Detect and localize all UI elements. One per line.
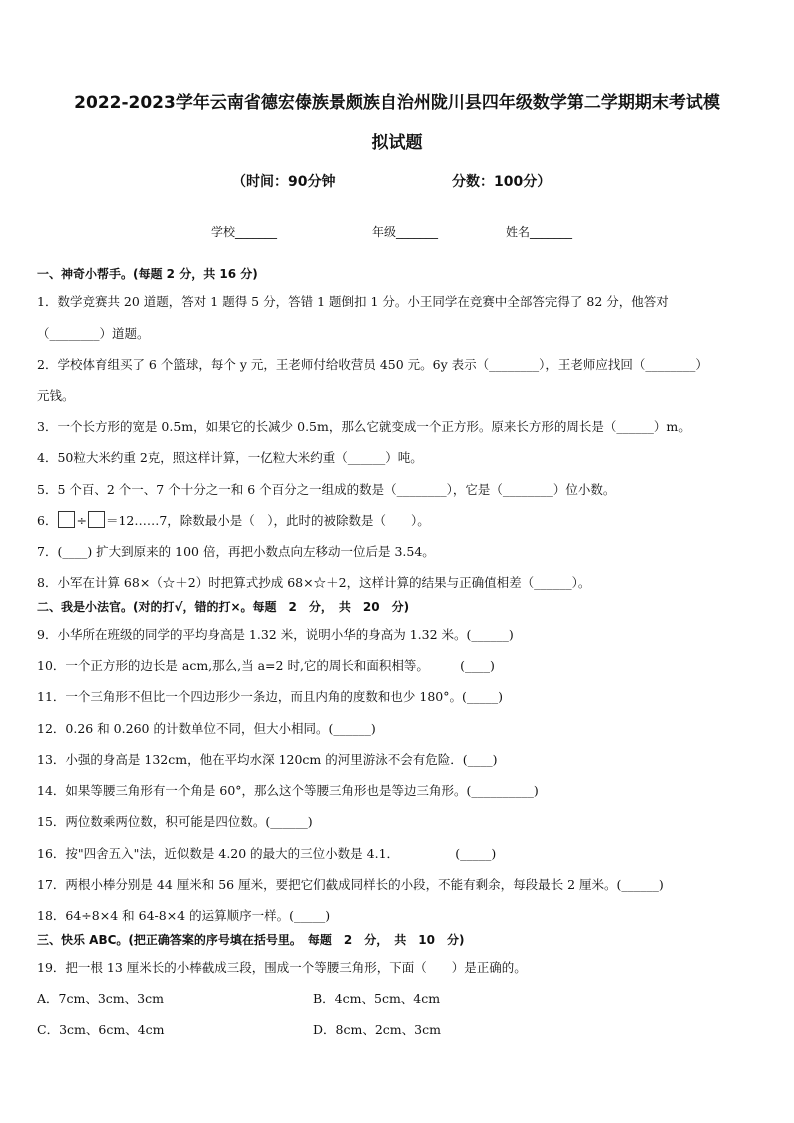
question-1-line2: （________）道题。 [37,326,150,341]
question-7: 7．(____) 扩大到原来的 100 倍，再把小数点向左移动一位后是 3.54。 [37,544,435,559]
section-2-heading: 二、我是小法官。(对的打√，错的打×。每题 2 分， 共 20 分) [37,600,410,614]
question-8: 8．小军在计算 68×（☆＋2）时把算式抄成 68×☆＋2，这样计算的结果与正确值相差（______）。 [37,575,591,590]
name-field: 姓名_______ [506,225,573,239]
exam-time: （时间：90分钟 [232,174,336,190]
grade-field: 年级_______ [372,225,439,239]
question-3: 3．一个长方形的宽是 0.5m，如果它的长减少 0.5m，那么它就变成一个正方形。原来长方形的周长是（______）m。 [37,419,691,434]
section-1-heading: 一、神奇小帮手。(每题 2 分，共 16 分) [37,267,258,281]
question-19-option-c: C．3cm、6cm、4cm [37,1022,165,1037]
question-9: 9．小华所在班级的同学的平均身高是 1.32 米，说明小华的身高为 1.32 米。(______) [37,627,514,642]
question-10: 10．一个正方形的边长是 acm,那么,当 a=2 时,它的周长和面积相等。 (____) [37,658,495,673]
question-6-text: ＝12……7，除数最小是（ ），此时的被除数是（ ）。 [105,513,430,528]
section-3-heading: 三、快乐 ABC。(把正确答案的序号填在括号里。 每题 2 分， 共 10 分) [37,933,465,947]
question-14: 14．如果等腰三角形有一个角是 60°，那么这个等腰三角形也是等边三角形。(__________) [37,783,539,798]
question-15: 15．两位数乘两位数，积可能是四位数。(______) [37,814,313,829]
question-16: 16．按"四舍五入"法，近似数是 4.20 的最大的三位小数是 4.1． (_____) [37,846,497,861]
exam-title-line1: 2022-2023学年云南省德宏傣族景颇族自治州陇川县四年级数学第二学期期末考试模 [74,93,720,113]
question-6-number: 6． [37,513,58,528]
question-19-option-b: B．4cm、5cm、4cm [313,991,441,1006]
question-1-line1: 1．数学竞赛共 20 道题，答对 1 题得 5 分，答错 1 题倒扣 1 分。小王同学在竞赛中全部答完得了 82 分，他答对 [37,294,669,309]
dividend-box [58,511,75,528]
question-2-line1: 2．学校体育组买了 6 个篮球，每个 y 元，王老师付给收营员 450 元。6y 表示（________），王老师应找回（________） [37,357,708,372]
question-17: 17．两根小棒分别是 44 厘米和 56 厘米，要把它们截成同样长的小段，不能有剩余，每段最长 2 厘米。(______) [37,877,664,892]
question-18: 18．64÷8×4 和 64-8×4 的运算顺序一样。(_____) [37,908,331,923]
division-sign: ÷ [76,513,87,528]
question-5: 5．5 个百、2 个一、7 个十分之一和 6 个百分之一组成的数是（________），它是（________）位小数。 [37,482,616,497]
question-4: 4．50粒大米约重 2克，照这样计算，一亿粒大米约重（______）吨。 [37,450,423,465]
exam-title-line2: 拟试题 [371,133,423,153]
question-19-option-d: D．8cm、2cm、3cm [313,1022,441,1037]
divisor-box [88,511,105,528]
question-11: 11．一个三角形不但比一个四边形少一条边，而且内角的度数和也少 180°。(_____) [37,689,503,704]
question-19-option-a: A．7cm、3cm、3cm [37,991,164,1006]
question-19: 19．把一根 13 厘米长的小棒截成三段，围成一个等腰三角形，下面（ ）是正确的。 [37,960,527,975]
question-13: 13．小强的身高是 132cm，他在平均水深 120cm 的河里游泳不会有危险．(____) [37,752,498,767]
exam-score: 分数：100分） [452,174,552,190]
school-field: 学校_______ [211,225,278,239]
question-6 [37,511,430,529]
question-2-line2: 元钱。 [37,388,75,403]
question-12: 12．0.26 和 0.260 的计数单位不同，但大小相同。(______) [37,721,376,736]
